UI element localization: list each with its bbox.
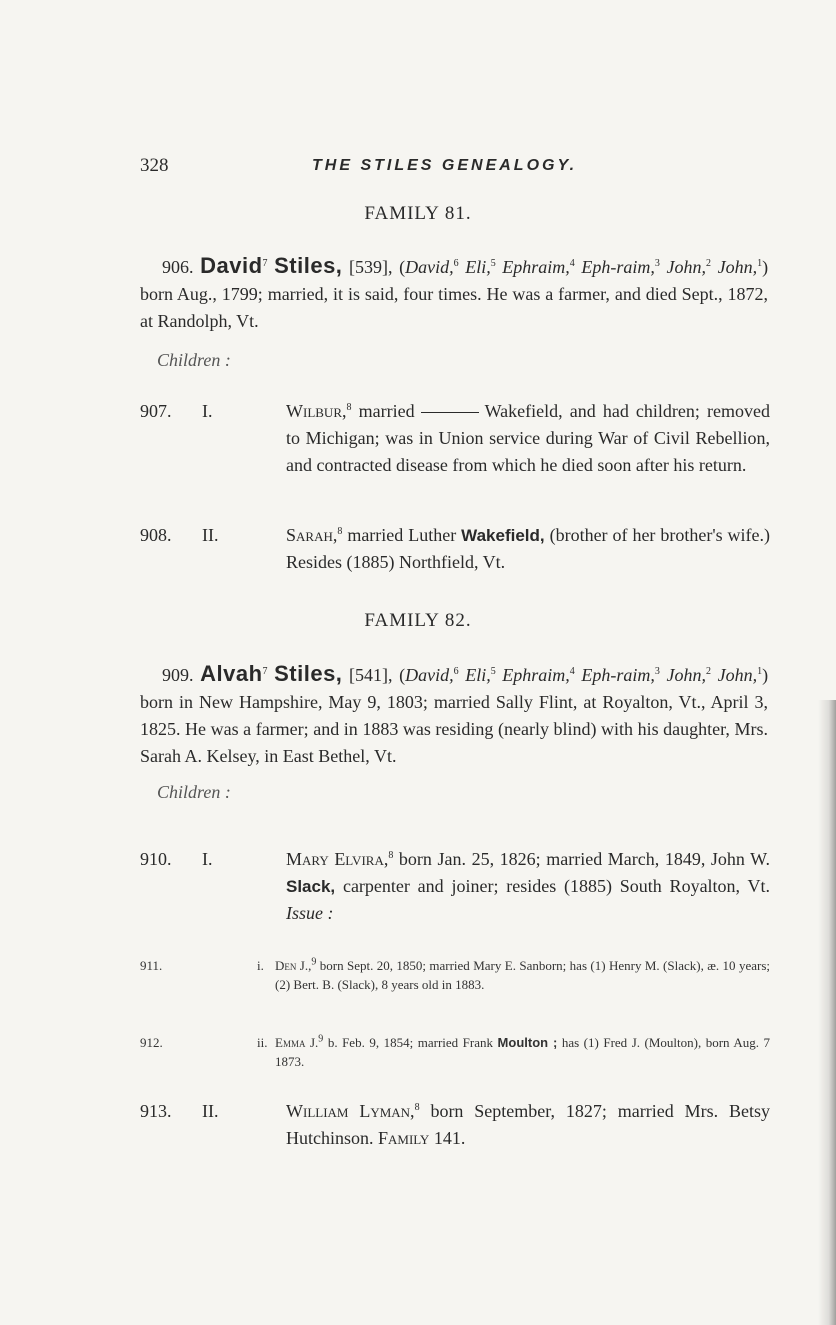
biography-text: born Aug., 1799; married, it is said, four times. He was a farmer, and died Sept., 1872, at Randolph, Vt. [140,284,768,331]
child-name: Wilbur, [286,401,347,421]
entry-911: 911. i. Den J.,$^9$ born Sept. 20, 1850; married Mary E. Sanborn; has (1) Henry M. (Slack), æ. 10 years; (2) Bert. B. (Slack), 8 years old in 1883. [140,956,770,992]
person-surname: Stiles, [274,253,343,278]
entry-number: 909. [162,665,194,685]
children-label: Children : [157,350,231,370]
entry-907: 907. I. Wilbur,$^8$ married Wakefield, and had children; removed to Michigan; was in Union service during War of Civil Rebellion, and contracted disease from which he died soon after his return. [140,401,770,475]
entry-912: 912. ii. Emma J.$^9$ b. Feb. 9, 1854; married Frank Moulton ; has (1) Fred J. (Moulton), born Aug. 7 1873. [140,1033,771,1069]
child-name: Mary Elvira, [286,849,389,869]
person-surname: Stiles, [274,661,343,686]
children-label: Children : [157,782,231,802]
entry-910: 910. I. Mary Elvira,$^8$ born Jan. 25, 1826; married March, 1849, John W. Slack, carpenter and joiner; resides (1885) South Royalton, Vt. Issue : [140,849,771,923]
child-name: Sarah, [286,525,338,545]
child-name: William Lyman, [286,1101,415,1121]
entry-913: 913. II. William Lyman,$^8$ born September, 1827; married Mrs. Betsy Hutchinson. Family 141. [140,1101,770,1148]
grandchild-name: Den J., [275,958,312,973]
running-header [140,155,780,185]
page-number: 328 [140,155,169,176]
page-edge-shadow [818,700,836,1325]
entry-number: 906. [162,257,194,277]
family-82-heading: FAMILY 82. [364,610,472,631]
person-name: David [200,253,263,278]
entry-906: 906. David$^7$ Stiles, [539], (David,$^6$ Eli,$^5$ Ephraim,$^4$ Eph-raim,$^3$ John,$^2$ John,$^1$) born Aug., 1799; married, it is said, four times. He was a farmer, and died Sept., 1872, at Randolph, Vt. [140,253,769,331]
issue-label: Issue : [286,903,334,923]
cross-reference: [541], [349,665,393,685]
blank-dash [421,412,479,413]
running-title: THE STILES GENEALOGY. [312,157,578,174]
grandchild-name: Emma J. [275,1035,319,1050]
family-reference: Family 141. [378,1128,466,1148]
person-name: Alvah [200,661,263,686]
family-81-heading: FAMILY 81. [364,203,472,224]
biography-text: born in New Hampshire, May 9, 1803; married Sally Flint, at Royalton, Vt., April 3, 1825. He was a farmer; and in 1883 was residing (nearly blind) with his daughter, Mrs. Sarah A. Kelsey, in East Bethel, Vt. [140,692,768,766]
entry-909: 909. Alvah$^7$ Stiles, [541], (David,$^6$ Eli,$^5$ Ephraim,$^4$ Eph-raim,$^3$ John,$^2$ John,$^1$) born in New Hampshire, May 9, 1803; married Sally Flint, at Royalton, Vt., April 3, 1825. He was a farmer; and in 1883 was residing (nearly blind) with his daughter, Mrs. Sarah A. Kelsey, in East Bethel, Vt. [140,661,769,766]
entry-908: 908. II. Sarah,$^8$ married Luther Wakefield, (brother of her brother's wife.) Resides (1885) Northfield, Vt. [140,525,771,572]
cross-reference: [539], [349,257,393,277]
